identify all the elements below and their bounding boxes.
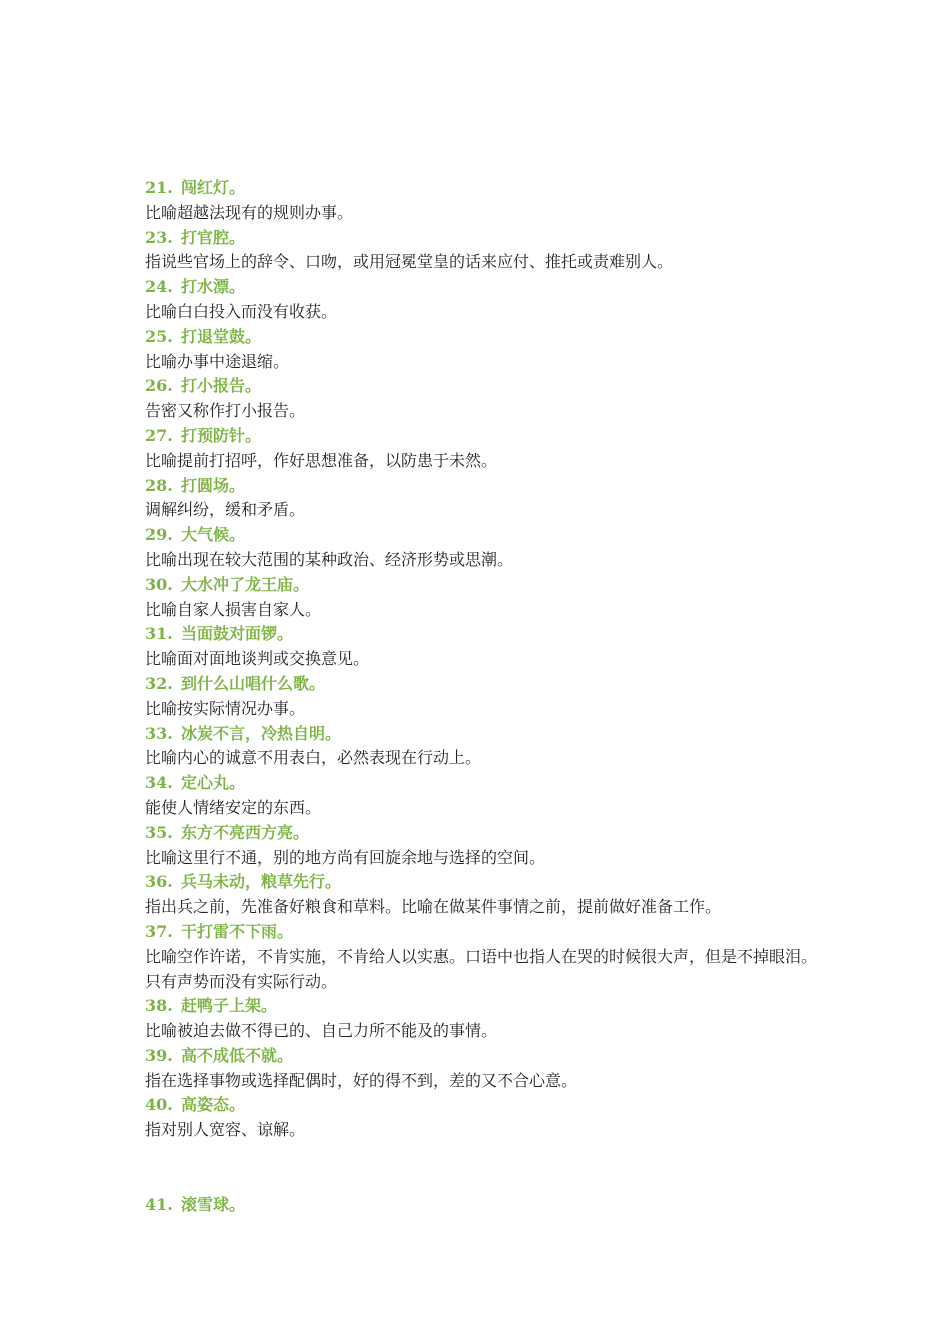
entry-31 (145, 622, 825, 672)
entry-number: 38. (145, 996, 173, 1016)
entry-definition: 比喻被迫去做不得已的、自己力所不能及的事情。 (145, 1021, 498, 1041)
entry-number: 27. (145, 425, 173, 445)
entry-term (145, 771, 825, 796)
entry-number: 35. (145, 822, 173, 842)
entry-38 (145, 994, 825, 1044)
entry-number: 28. (145, 475, 173, 495)
entry-term-text: 到什么山唱什么歌。 (181, 673, 326, 693)
entry-term (145, 1193, 825, 1218)
entry-29 (145, 523, 825, 573)
entry-number: 30. (145, 574, 173, 594)
entry-23 (145, 226, 825, 276)
entry-definition: 能使人情绪安定的东西。 (145, 797, 322, 817)
entry-25 (145, 325, 825, 375)
entry-term-text: 打圆场。 (181, 475, 246, 495)
entry-term (145, 920, 825, 945)
entry-35 (145, 821, 825, 871)
entry-number: 23. (145, 227, 173, 247)
entry-definition: 比喻按实际情况办事。 (145, 698, 306, 718)
entry-number: 34. (145, 773, 173, 793)
entry-27 (145, 424, 825, 474)
entry-term-text: 高不成低不就。 (181, 1045, 294, 1065)
entry-number: 33. (145, 723, 173, 743)
entry-term-text: 闯红灯。 (181, 178, 246, 197)
entry-39 (145, 1044, 825, 1094)
entry-number: 37. (145, 921, 173, 941)
entry-definition: 比喻办事中途退缩。 (145, 351, 290, 371)
entry-term (145, 1093, 825, 1118)
entry-definition: 指在选择事物或选择配偶时，好的得不到，差的又不合心意。 (145, 1070, 578, 1090)
entry-number: 39. (145, 1045, 173, 1065)
entry-term-text: 高姿态。 (181, 1095, 246, 1115)
entry-definition: 告密又称作打小报告。 (145, 401, 306, 421)
entry-term-text: 打小报告。 (181, 376, 262, 396)
entry-definition: 比喻这里行不通，别的地方尚有回旋余地与选择的空间。 (145, 847, 546, 867)
entry-26 (145, 374, 825, 424)
entry-term-text: 打官腔。 (181, 227, 246, 247)
entry-term-text: 干打雷不下雨。 (181, 921, 294, 941)
entry-term (145, 424, 825, 449)
entry-term (145, 870, 825, 895)
entry-number: 29. (145, 525, 173, 545)
entry-term-text: 打水漂。 (181, 277, 246, 297)
entry-definition: 指对别人宽容、谅解。 (145, 1120, 306, 1140)
entry-33 (145, 722, 825, 772)
entry-24 (145, 275, 825, 325)
entry-number: 26. (145, 376, 173, 396)
entry-number: 31. (145, 624, 173, 644)
entry-definition: 比喻白白投入而没有收获。 (145, 301, 338, 321)
entry-41 (145, 1193, 825, 1218)
entry-definition: 比喻空作许诺，不肯实施，不肯给人以实惠。口语中也指人在哭的时候很大声，但是不掉眼泪。只有声势而没有实际行动。 (145, 946, 818, 991)
entry-term-text: 大水冲了龙王庙。 (181, 574, 310, 594)
entry-term (145, 672, 825, 697)
entry-definition: 比喻面对面地谈判或交换意见。 (145, 649, 370, 669)
entry-definition: 比喻超越法现有的规则办事。 (145, 202, 354, 222)
entry-term-text: 大气候。 (181, 525, 246, 545)
entry-term (145, 523, 825, 548)
entry-28 (145, 474, 825, 524)
entry-definition: 比喻出现在较大范围的某种政治、经济形势或思潮。 (145, 549, 514, 569)
entry-number: 36. (145, 872, 173, 892)
entry-definition: 比喻自家人损害自家人。 (145, 599, 322, 619)
entry-definition: 比喻提前打招呼，作好思想准备，以防患于未然。 (145, 450, 498, 470)
entry-term-text: 冰炭不言，冷热自明。 (181, 723, 342, 743)
entry-definition: 比喻内心的诚意不用表白，必然表现在行动上。 (145, 748, 482, 768)
entry-term (145, 622, 825, 647)
document-page (145, 176, 825, 1217)
entry-term (145, 374, 825, 399)
entry-37 (145, 920, 825, 994)
entry-term (145, 474, 825, 499)
entry-term-text: 当面鼓对面锣。 (181, 624, 294, 644)
entry-term-text: 赶鸭子上架。 (181, 996, 278, 1016)
entry-34 (145, 771, 825, 821)
entry-term (145, 573, 825, 598)
entry-number: 32. (145, 673, 173, 693)
entry-term-text: 打退堂鼓。 (181, 326, 262, 346)
entry-40 (145, 1093, 825, 1143)
entry-term-text: 兵马未动，粮草先行。 (181, 872, 342, 892)
entry-36 (145, 870, 825, 920)
entry-number: 25. (145, 326, 173, 346)
entry-definition: 指说些官场上的辞令、口吻，或用冠冕堂皇的话来应付、推托或责难别人。 (145, 252, 674, 272)
entry-definition: 调解纠纷，缓和矛盾。 (145, 500, 306, 520)
entry-number: 40. (145, 1095, 173, 1115)
entry-term-text: 东方不亮西方亮。 (181, 822, 310, 842)
entry-term (145, 821, 825, 846)
entry-number: 21. (145, 178, 173, 197)
entry-term-text: 滚雪球。 (181, 1194, 246, 1214)
section-gap (145, 1143, 825, 1193)
entry-number: 24. (145, 277, 173, 297)
entry-term (145, 275, 825, 300)
entry-number: 41. (145, 1194, 173, 1214)
entry-term-text: 打预防针。 (181, 425, 262, 445)
entry-term-text: 定心丸。 (181, 773, 246, 793)
entry-term (145, 325, 825, 350)
entry-term (145, 1044, 825, 1069)
entry-21 (145, 176, 825, 226)
entry-32 (145, 672, 825, 722)
entry-30 (145, 573, 825, 623)
entry-term (145, 994, 825, 1019)
entry-term (145, 722, 825, 747)
entry-term (145, 226, 825, 251)
entry-definition: 指出兵之前，先准备好粮食和草料。比喻在做某件事情之前，提前做好准备工作。 (145, 897, 722, 917)
entry-term (145, 176, 825, 201)
